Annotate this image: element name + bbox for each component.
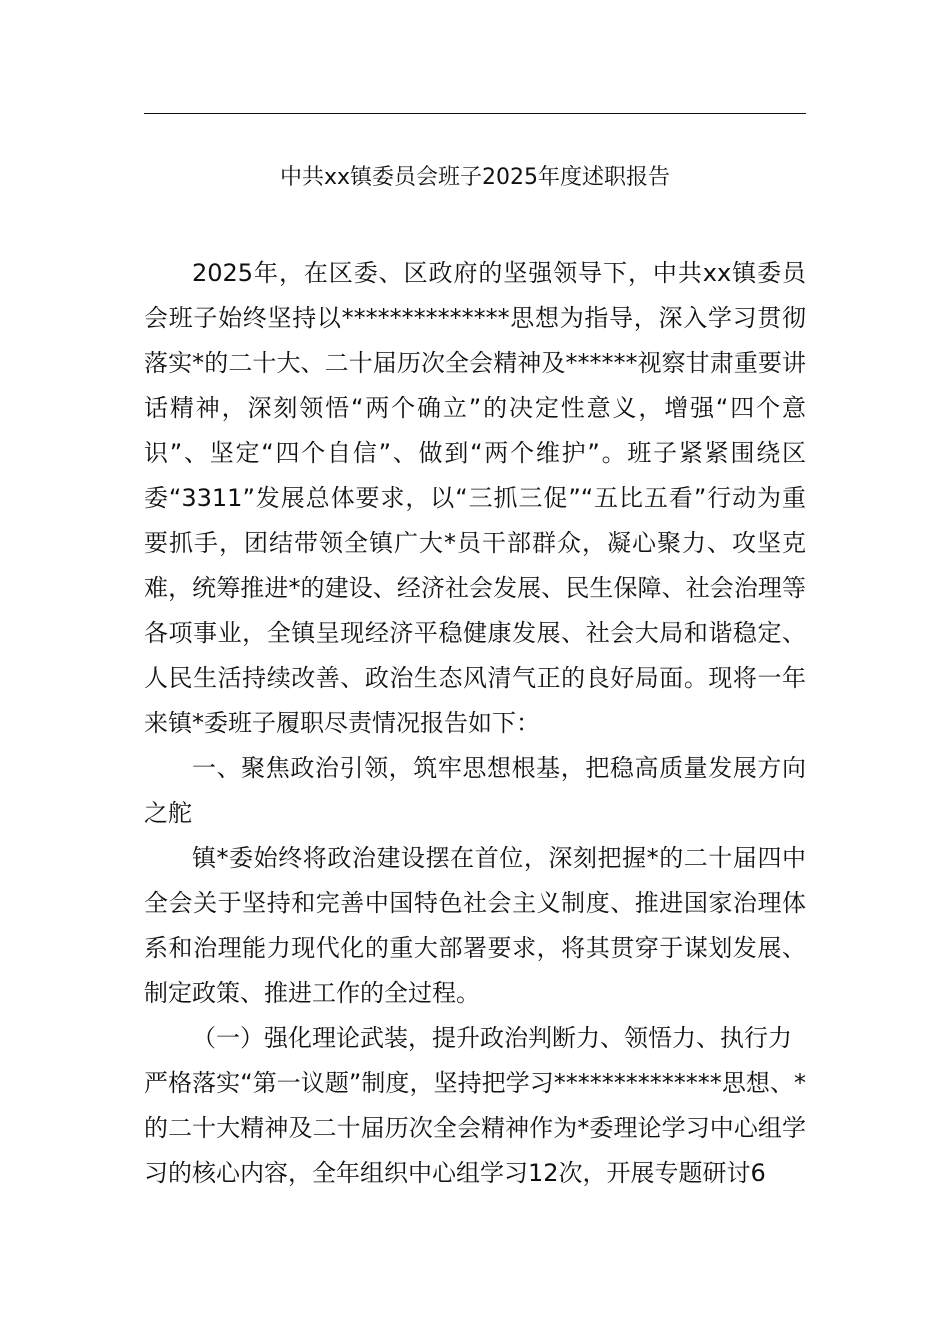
- header-rule: [144, 113, 806, 114]
- section-heading-1: 一、聚焦政治引领，筑牢思想根基，把稳高质量发展方向之舵: [144, 754, 806, 827]
- section-1-paragraph: 镇*委始终将政治建设摆在首位，深刻把握*的二十届四中全会关于坚持和完善中国特色社会主义制度、推进国家治理体系和治理能力现代化的重大部署要求，将其贯穿于谋划发展、制定政策、推进工作的全过程。: [144, 844, 806, 1007]
- document-title: 中共xx镇委员会班子2025年度述职报告: [279, 165, 671, 190]
- subsection-heading-1: （一）强化理论武装，提升政治判断力、领悟力、执行力: [192, 1024, 792, 1052]
- intro-paragraph: 2025年，在区委、区政府的坚强领导下，中共xx镇委员会班子始终坚持以**************思想为指导，深入学习贯彻落实*的二十大、二十届历次全会精神及******视察甘肃重要讲话精神，深刻领悟“两个确立”的决定性意义，增强“四个意识”、坚定“四个自信”、做到“两个维护”。班子紧紧围绕区委“3311”发展总体要求，以“三抓三促”“五比五看”行动为重要抓手，团结带领全镇广大*员干部群众，凝心聚力、攻坚克难，统筹推进*的建设、经济社会发展、民生保障、社会治理等各项事业，全镇呈现经济平稳健康发展、社会大局和谐稳定、人民生活持续改善、政治生态风清气正的良好局面。现将一年来镇*委班子履职尽责情况报告如下：: [144, 259, 806, 737]
- subsection-1-paragraph: 严格落实“第一议题”制度，坚持把学习**************思想、*的二十大精神及二十届历次全会精神作为*委理论学习中心组学习的核心内容，全年组织中心组学习12次，开展专题研讨6: [144, 1069, 806, 1187]
- document-body: [144, 251, 806, 1196]
